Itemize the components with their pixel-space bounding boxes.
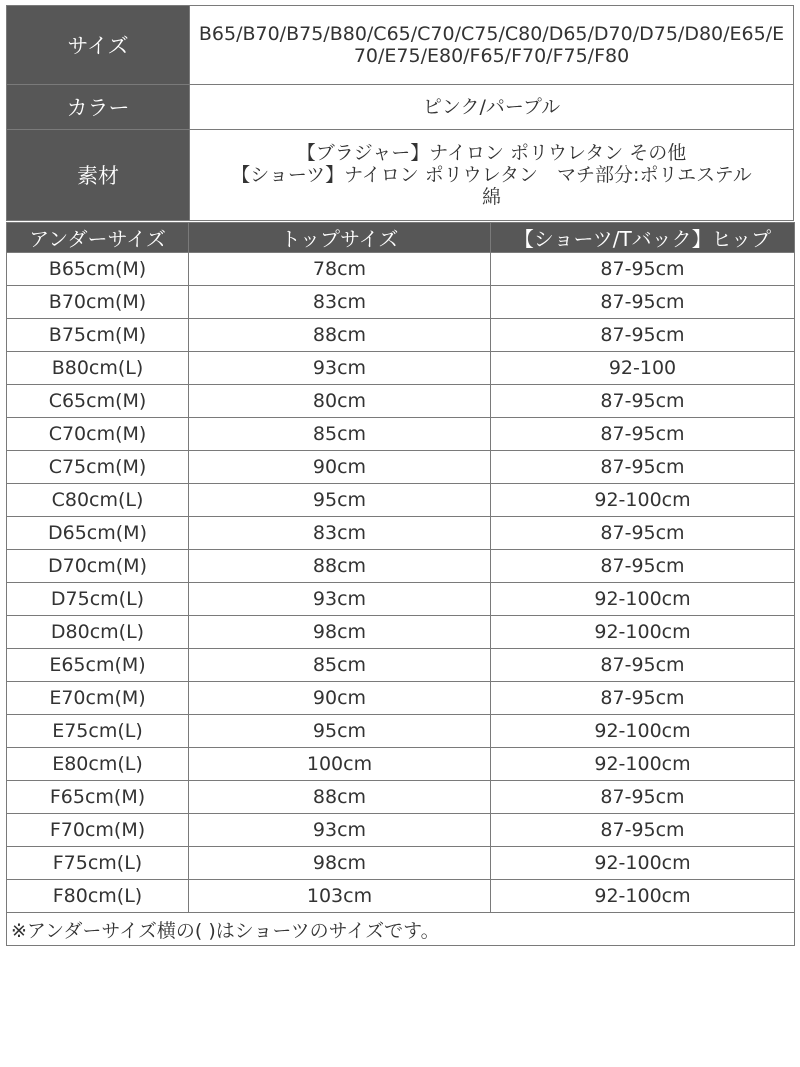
under-size-cell: F80cm(L)	[7, 880, 189, 913]
table-row	[7, 649, 795, 682]
top-size-cell: 95cm	[189, 715, 491, 748]
table-row	[7, 451, 795, 484]
top-size-cell: 90cm	[189, 682, 491, 715]
under-size-cell: B65cm(M)	[7, 253, 189, 286]
hip-size-cell: 87-95cm	[491, 418, 795, 451]
top-size-cell: 85cm	[189, 418, 491, 451]
hip-size-cell: 92-100cm	[491, 748, 795, 781]
under-size-cell: B70cm(M)	[7, 286, 189, 319]
under-size-cell: F70cm(M)	[7, 814, 189, 847]
header-hip-size: 【ショーツ/Tバック】ヒップ	[491, 223, 795, 253]
table-row	[7, 781, 795, 814]
table-row	[7, 352, 795, 385]
hip-size-cell: 87-95cm	[491, 385, 795, 418]
hip-size-cell: 87-95cm	[491, 319, 795, 352]
size-note: ※アンダーサイズ横の( )はショーツのサイズです。	[7, 913, 795, 946]
size-note-row	[7, 913, 795, 946]
hip-size-cell: 87-95cm	[491, 781, 795, 814]
table-row	[7, 880, 795, 913]
material-value	[190, 130, 794, 221]
table-row	[7, 517, 795, 550]
under-size-cell: F65cm(M)	[7, 781, 189, 814]
under-size-cell: D70cm(M)	[7, 550, 189, 583]
header-top-size: トップサイズ	[189, 223, 491, 253]
under-size-cell: C75cm(M)	[7, 451, 189, 484]
table-row	[7, 682, 795, 715]
under-size-cell: E65cm(M)	[7, 649, 189, 682]
table-row	[7, 385, 795, 418]
table-row	[7, 484, 795, 517]
material-label: 素材	[7, 130, 190, 221]
top-size-cell: 83cm	[189, 517, 491, 550]
hip-size-cell: 87-95cm	[491, 649, 795, 682]
table-row	[7, 418, 795, 451]
top-size-cell: 95cm	[189, 484, 491, 517]
size-value: B65/B70/B75/B80/C65/C70/C75/C80/D65/D70/D75/D80/E65/E70/E75/E80/F65/F70/F75/F80	[190, 6, 794, 85]
color-label: カラー	[7, 85, 190, 130]
under-size-cell: B80cm(L)	[7, 352, 189, 385]
spec-row-color	[7, 85, 794, 130]
under-size-cell: E75cm(L)	[7, 715, 189, 748]
under-size-cell: F75cm(L)	[7, 847, 189, 880]
top-size-cell: 88cm	[189, 781, 491, 814]
hip-size-cell: 87-95cm	[491, 682, 795, 715]
table-row	[7, 550, 795, 583]
top-size-cell: 103cm	[189, 880, 491, 913]
table-row	[7, 847, 795, 880]
top-size-cell: 88cm	[189, 550, 491, 583]
under-size-cell: C80cm(L)	[7, 484, 189, 517]
hip-size-cell: 92-100cm	[491, 583, 795, 616]
size-label: サイズ	[7, 6, 190, 85]
spec-row-size	[7, 6, 794, 85]
top-size-cell: 83cm	[189, 286, 491, 319]
spec-row-material	[7, 130, 794, 221]
color-value: ピンク/パープル	[190, 85, 794, 130]
top-size-cell: 100cm	[189, 748, 491, 781]
top-size-cell: 88cm	[189, 319, 491, 352]
hip-size-cell: 87-95cm	[491, 451, 795, 484]
table-row	[7, 319, 795, 352]
hip-size-cell: 87-95cm	[491, 550, 795, 583]
hip-size-cell: 92-100cm	[491, 880, 795, 913]
hip-size-cell: 87-95cm	[491, 517, 795, 550]
hip-size-cell: 87-95cm	[491, 286, 795, 319]
hip-size-cell: 87-95cm	[491, 253, 795, 286]
hip-size-cell: 92-100cm	[491, 715, 795, 748]
top-size-cell: 93cm	[189, 583, 491, 616]
material-line-cotton: 綿	[481, 186, 501, 208]
under-size-cell: C65cm(M)	[7, 385, 189, 418]
table-row	[7, 748, 795, 781]
material-line-bra: 【ブラジャー】ナイロン ポリウレタン その他	[296, 142, 687, 164]
hip-size-cell: 87-95cm	[491, 814, 795, 847]
top-size-cell: 90cm	[189, 451, 491, 484]
size-table-header	[7, 223, 795, 253]
hip-size-cell: 92-100	[491, 352, 795, 385]
table-row	[7, 616, 795, 649]
table-row	[7, 583, 795, 616]
under-size-cell: D65cm(M)	[7, 517, 189, 550]
hip-size-cell: 92-100cm	[491, 616, 795, 649]
hip-size-cell: 92-100cm	[491, 484, 795, 517]
under-size-cell: E70cm(M)	[7, 682, 189, 715]
top-size-cell: 98cm	[189, 847, 491, 880]
material-line-shorts: 【ショーツ】ナイロン ポリウレタン マチ部分:ポリエステル	[231, 164, 752, 186]
under-size-cell: D75cm(L)	[7, 583, 189, 616]
under-size-cell: D80cm(L)	[7, 616, 189, 649]
hip-size-cell: 92-100cm	[491, 847, 795, 880]
top-size-cell: 93cm	[189, 814, 491, 847]
top-size-cell: 98cm	[189, 616, 491, 649]
top-size-cell: 85cm	[189, 649, 491, 682]
under-size-cell: C70cm(M)	[7, 418, 189, 451]
table-row	[7, 715, 795, 748]
under-size-cell: E80cm(L)	[7, 748, 189, 781]
size-table	[6, 222, 795, 946]
under-size-cell: B75cm(M)	[7, 319, 189, 352]
top-size-cell: 93cm	[189, 352, 491, 385]
top-size-cell: 78cm	[189, 253, 491, 286]
table-row	[7, 814, 795, 847]
spec-table	[6, 5, 794, 221]
header-under-size: アンダーサイズ	[7, 223, 189, 253]
table-row	[7, 253, 795, 286]
top-size-cell: 80cm	[189, 385, 491, 418]
table-row	[7, 286, 795, 319]
